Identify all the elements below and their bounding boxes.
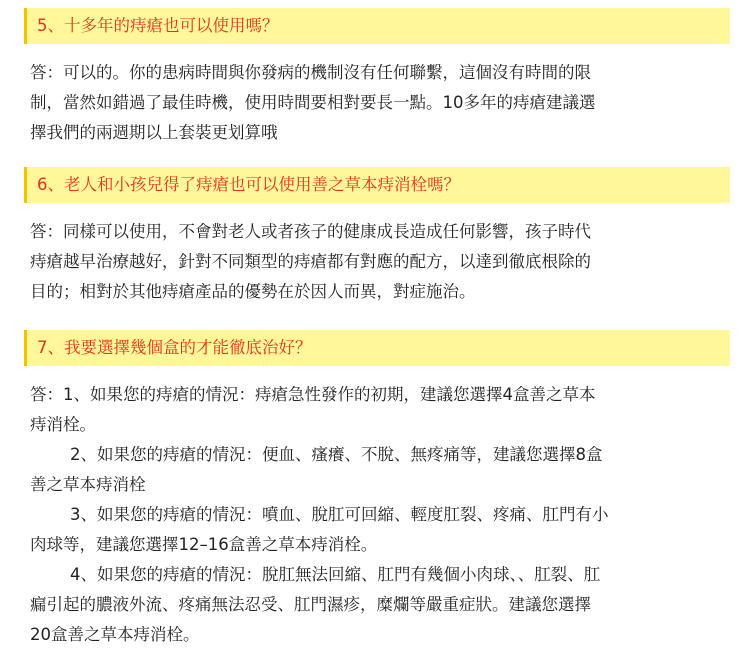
answer-line: 答：1、如果您的痔瘡的情況：痔瘡急性發作的初期，建議您選擇4盒善之草本	[30, 385, 596, 404]
answer-text	[30, 217, 730, 307]
faq-section-q5	[24, 8, 730, 148]
answer-line: 痔消栓。	[30, 415, 96, 434]
faq-section-q6	[24, 167, 730, 307]
answer-line: 答：同樣可以使用，不會對老人或者孩子的健康成長造成任何影響，孩子時代	[30, 222, 591, 241]
faq-section-q7	[24, 330, 730, 650]
answer-line: 答：可以的。你的患病時間與你發病的機制沒有任何聯繫，這個沒有時間的限	[30, 63, 591, 82]
answer-line: 瘺引起的膿液外流、疼痛無法忍受、肛門濕疹，糜爛等嚴重症狀。建議您選擇	[30, 595, 591, 614]
answer-line: 制，當然如錯過了最佳時機，使用時間要相對要長一點。10多年的痔瘡建議選	[30, 93, 596, 112]
answer-line: 3、如果您的痔瘡的情況：噴血、脫肛可回縮、輕度肛裂、疼痛、肛門有小	[70, 505, 609, 524]
answer-line: 痔瘡越早治療越好，針對不同類型的痔瘡都有對應的配方，以達到徹底根除的	[30, 252, 591, 271]
answer-text	[30, 58, 730, 148]
answer-line: 目的；相對於其他痔瘡產品的優勢在於因人而異，對症施治。	[30, 282, 476, 301]
question-heading: 5、十多年的痔瘡也可以使用嗎？	[24, 8, 730, 44]
question-heading: 6、老人和小孩兒得了痔瘡也可以使用善之草本痔消栓嗎？	[24, 167, 730, 203]
answer-line: 4、如果您的痔瘡的情況：脫肛無法回縮、肛門有幾個小肉球、、肛裂、肛	[70, 565, 601, 584]
question-heading: 7、我要選擇幾個盒的才能徹底治好？	[24, 330, 730, 366]
answer-line: 善之草本痔消栓	[30, 475, 146, 494]
answer-line: 2、如果您的痔瘡的情況：便血、瘙癢、不脫、無疼痛等，建議您選擇8盒	[70, 445, 603, 464]
answer-text	[30, 380, 730, 650]
answer-line: 肉球等，建議您選擇12–16盒善之草本痔消栓。	[30, 535, 378, 554]
answer-line: 20盒善之草本痔消栓。	[30, 625, 200, 644]
answer-line: 擇我們的兩週期以上套裝更划算哦	[30, 123, 278, 142]
